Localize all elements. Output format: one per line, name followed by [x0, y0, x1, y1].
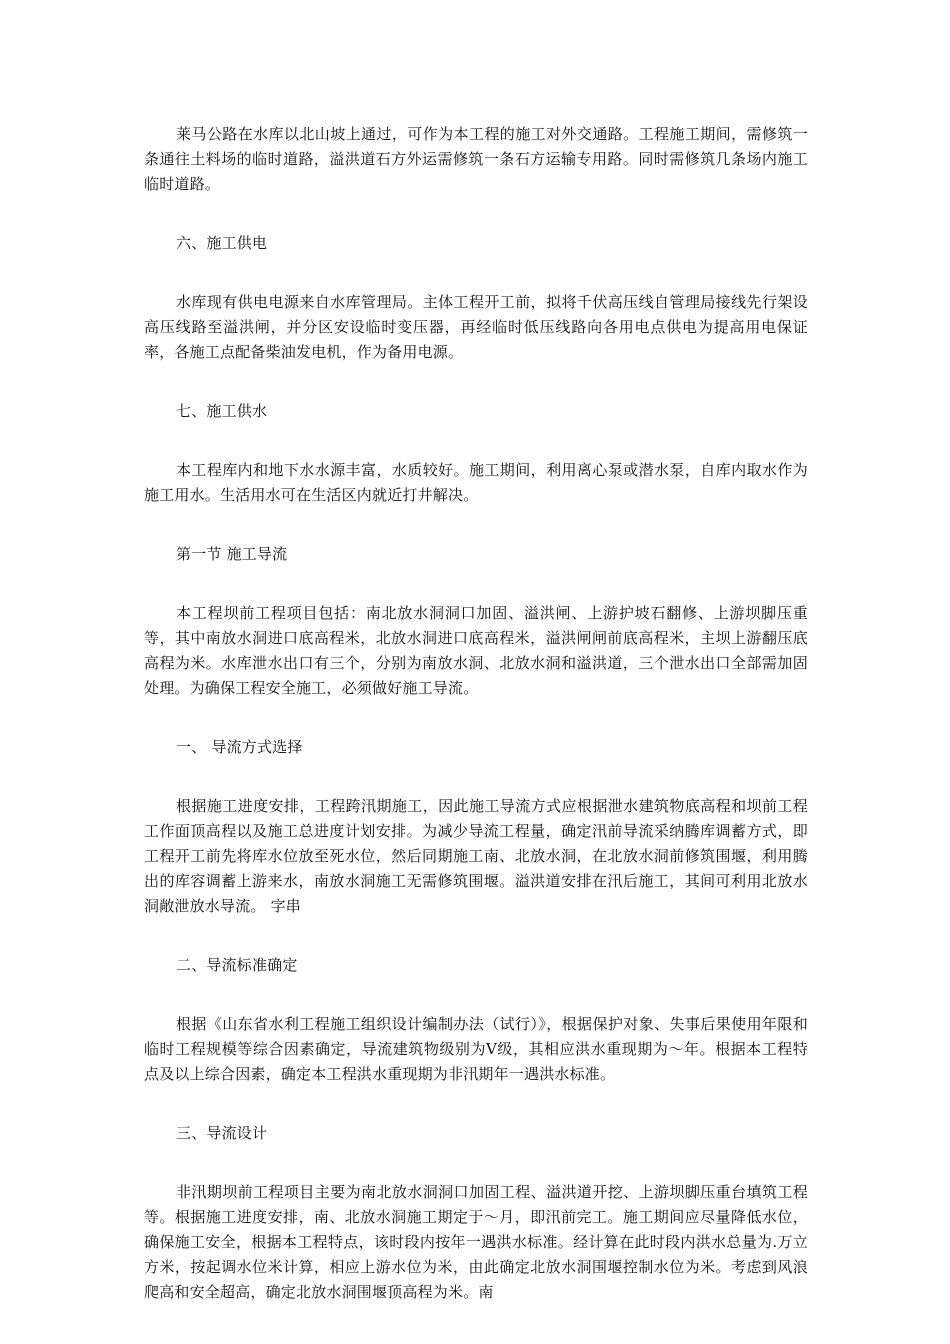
paragraph-diversion-standard: 根据《山东省水利工程施工组织设计编制办法（试行）》，根据保护对象、失事后果使用年限和临时工程规模等综合因素确定，导流建筑物级别为Ⅴ级，其相应洪水重现期为～年。根据本工程特点及以上综合因素，确定本工程洪水重现期为非汛期年一遇洪水标准。 — [144, 1015, 808, 1083]
paragraph-diversion-design: 非汛期坝前工程项目主要为南北放水洞洞口加固工程、溢洪道开挖、上游坝脚压重台填筑工程等。根据施工进度安排，南、北放水洞施工期定于～月，即汛前完工。施工期间应尽量降低水位，确保施工安全，根据本工程特点，该时段内按年一遇洪水标准。经计算在此时段内洪水总量为.万立方米，按起调水位米计算，相应上游水位为米，由此确定北放水洞围堰控制水位为米。考虑到风浪爬高和安全超高，确定北放水洞围堰顶高程为米。南 — [144, 1183, 808, 1301]
paragraph-transport-roads: 莱马公路在水库以北山坡上通过，可作为本工程的施工对外交通路。工程施工期间，需修筑一条通往土料场的临时道路，溢洪道石方外运需修筑一条石方运输专用路。同时需修筑几条场内施工临时道路。 — [144, 125, 808, 193]
section-heading-diversion-method: 一、 导流方式选择 — [176, 738, 303, 756]
paragraph-diversion-overview: 本工程坝前工程项目包括：南北放水洞洞口加固、溢洪闸、上游护坡石翻修、上游坝脚压重等，其中南放水洞进口底高程米，北放水洞进口底高程米，溢洪闸闸前底高程米，主坝上游翻压底高程为米。水库泄水出口有三个，分别为南放水洞、北放水洞和溢洪道，三个泄水出口全部需加固处理。为确保工程安全施工，必须做好施工导流。 — [144, 604, 808, 697]
section-heading-diversion-standard: 二、导流标准确定 — [176, 956, 298, 974]
paragraph-diversion-method: 根据施工进度安排，工程跨汛期施工，因此施工导流方式应根据泄水建筑物底高程和坝前工程工作面顶高程以及施工总进度计划安排。为减少导流工程量，确定汛前导流采纳腾库调蓄方式，即工程开工前先将库水位放至死水位，然后同期施工南、北放水洞，在北放水洞前修筑围堰，利用腾出的库容调蓄上游来水，南放水洞施工无需修筑围堰。溢洪道安排在汛后施工，其间可利用北放水洞敞泄放水导流。 字串 — [144, 797, 808, 915]
section-heading-diversion-design: 三、导流设计 — [176, 1124, 268, 1142]
paragraph-power-supply: 水库现有供电电源来自水库管理局。主体工程开工前，拟将千伏高压线自管理局接线先行架设高压线路至溢洪闸，并分区安设临时变压器，再经临时低压线路向各用电点供电为提高用电保证率，各施工点配备柴油发电机，作为备用电源。 — [144, 293, 808, 361]
section-heading-diversion: 第一节 施工导流 — [176, 545, 288, 563]
section-heading-water-supply: 七、施工供水 — [176, 402, 268, 420]
paragraph-water-supply: 本工程库内和地下水水源丰富，水质较好。施工期间，利用离心泵或潜水泵，自库内取水作为施工用水。生活用水可在生活区内就近打井解决。 — [144, 461, 808, 504]
document-body — [144, 122, 808, 1305]
section-heading-power-supply: 六、施工供电 — [176, 234, 268, 252]
